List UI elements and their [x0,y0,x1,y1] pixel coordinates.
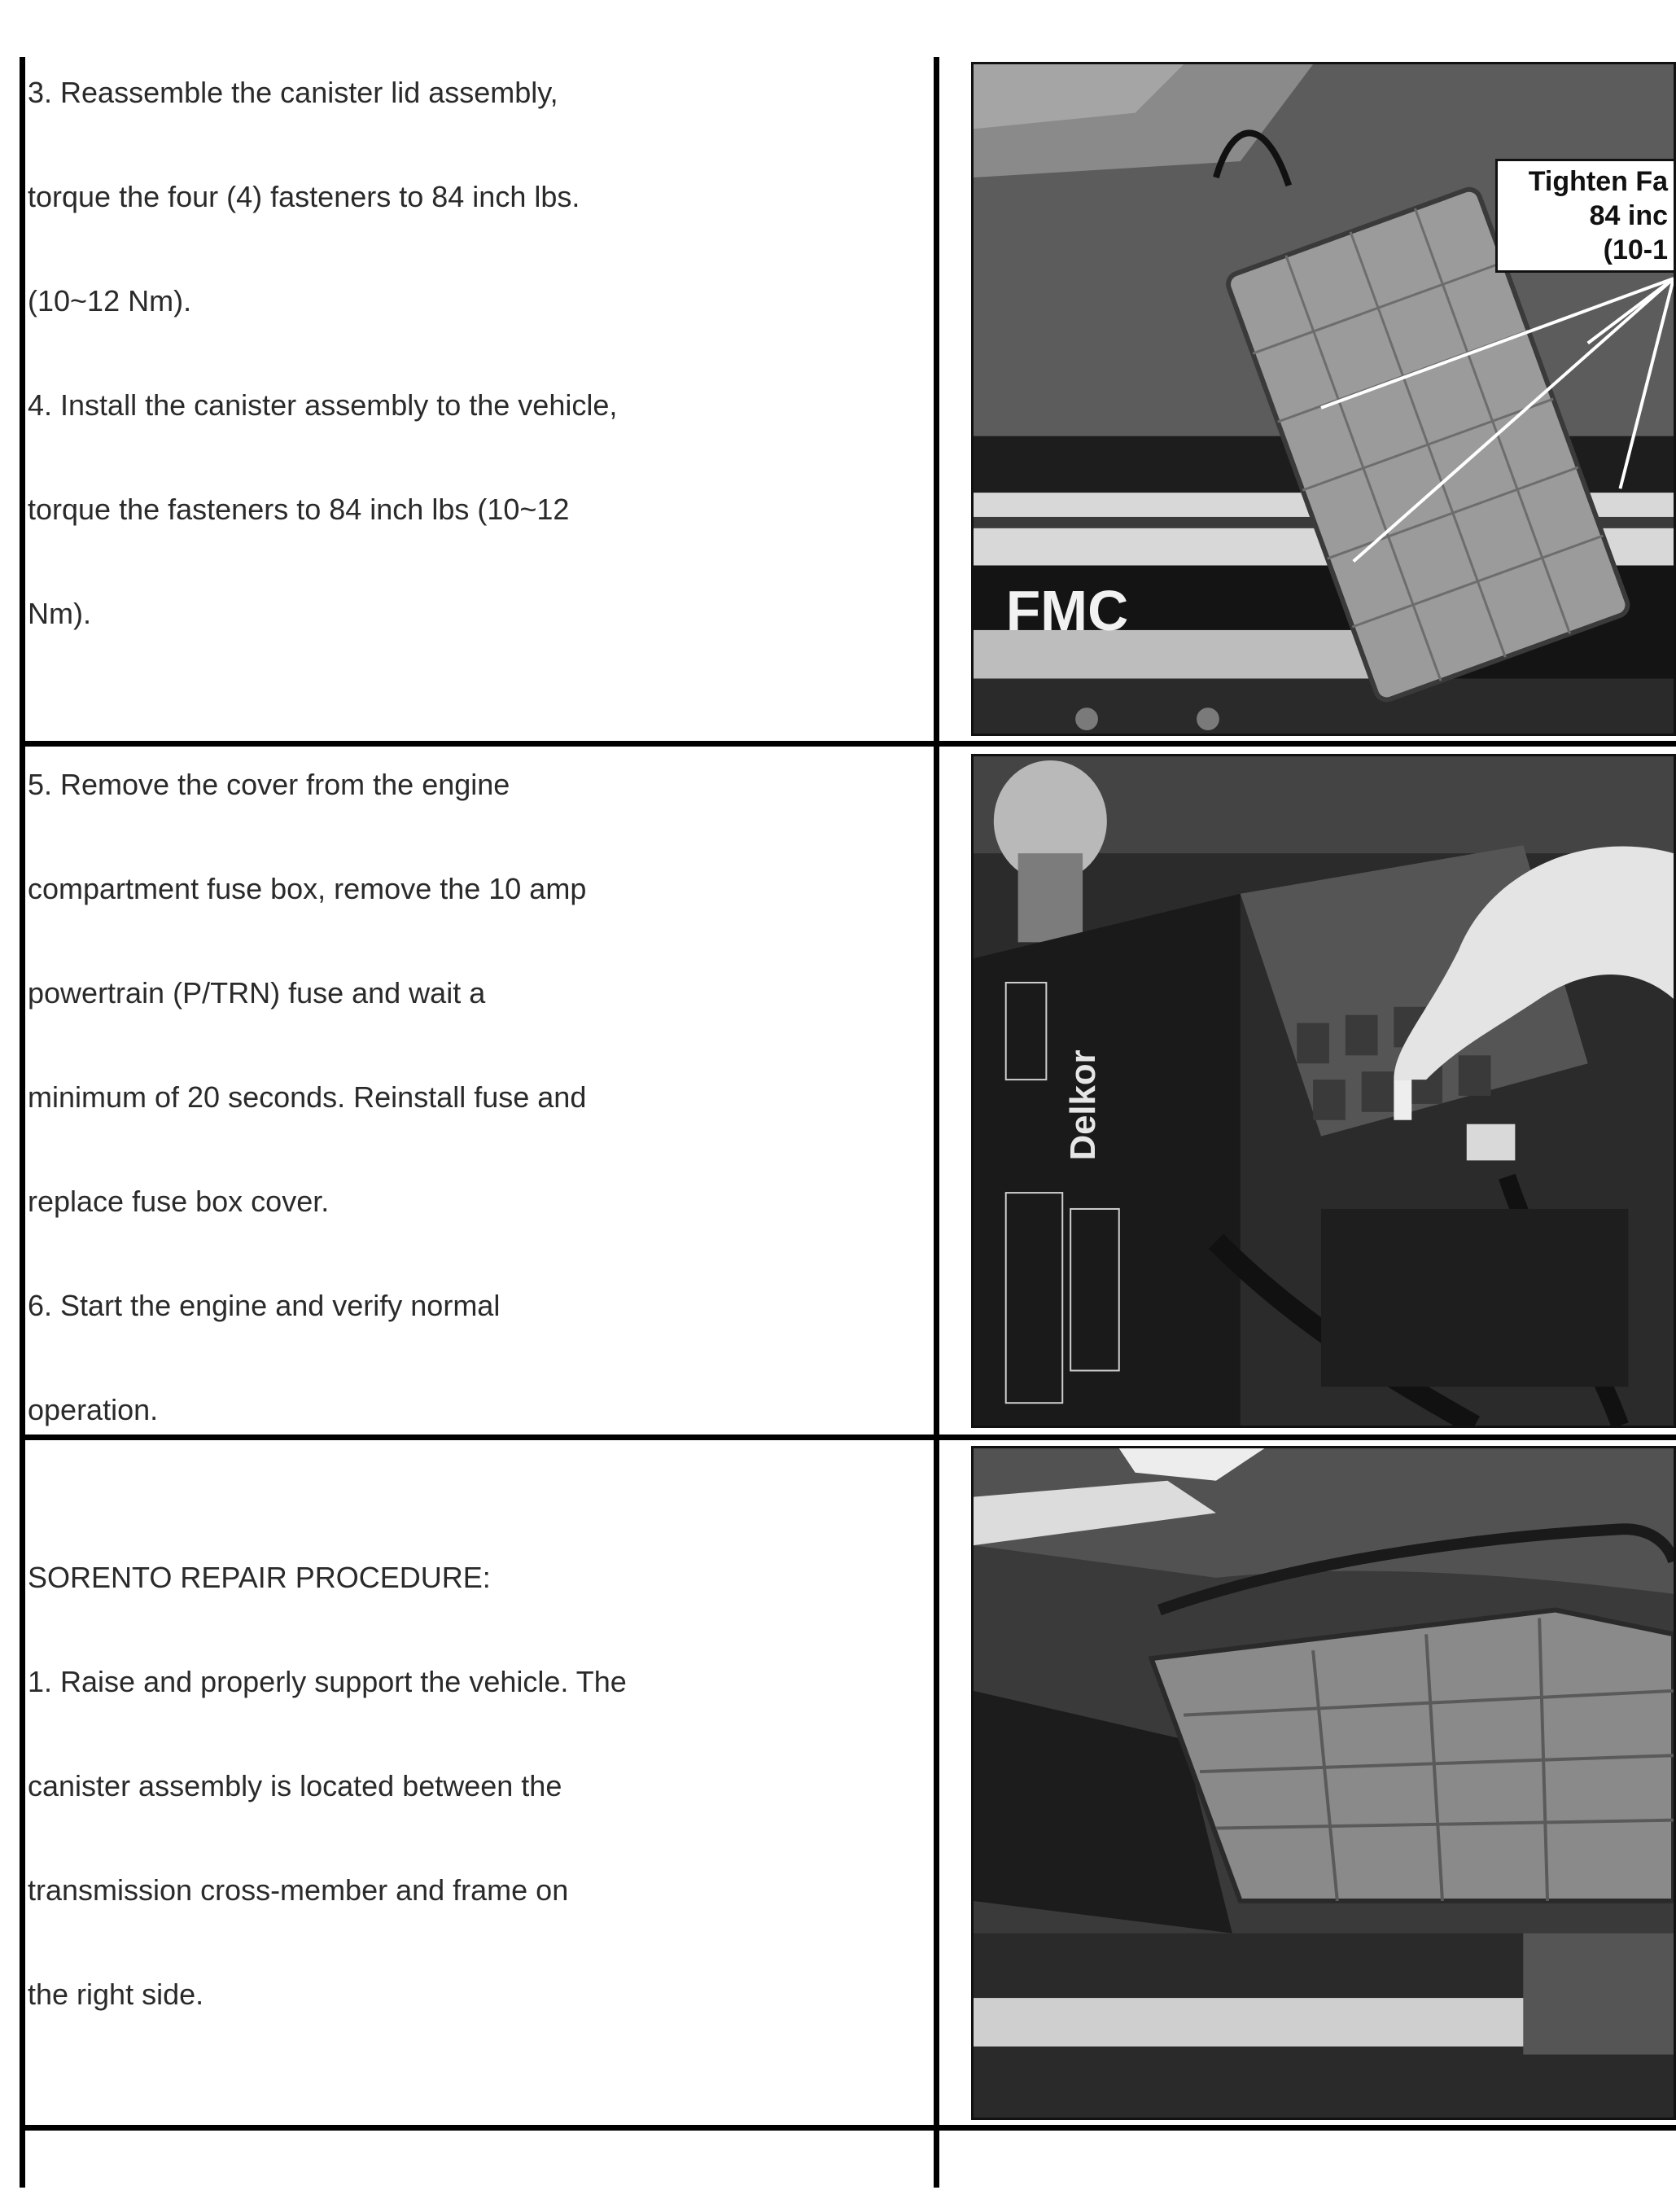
section2-line-4: minimum of 20 seconds. Reinstall fuse and [28,1080,587,1114]
section2-line-1: 5. Remove the cover from the engine [28,768,510,801]
canister-lid-photo [971,62,1676,736]
section1-line-4: 4. Install the canister assembly to the vehicle, [28,388,618,422]
section3-line-2: canister assembly is located between the [28,1769,562,1802]
callout-line-1: Tighten Fa [1528,166,1668,197]
canister-location-photo-image [974,1448,1674,2118]
fuse-box-photo [971,754,1676,1428]
table-left-border [20,57,25,2188]
section3-line-3: transmission cross-member and frame on [28,1873,569,1907]
section3-line-4: the right side. [28,1978,204,2011]
fmc-brand-text: FMC [1005,578,1129,642]
canister-location-photo [971,1446,1676,2120]
section1-line-3: (10~12 Nm). [28,284,192,318]
section2-line-3: powertrain (P/TRN) fuse and wait a [28,976,486,1010]
section1-line-2: torque the four (4) fasteners to 84 inch lbs. [28,180,580,213]
fuse-box-photo-image [974,756,1674,1426]
section2-line-7: operation. [28,1393,159,1426]
delkor-brand-text: Delkor [1062,1049,1103,1161]
section2-line-5: replace fuse box cover. [28,1185,330,1218]
tighten-fasteners-callout [1495,159,1676,273]
section2-text [28,733,907,1462]
section1-line-1: 3. Reassemble the canister lid assembly, [28,76,558,109]
section3-heading: SORENTO REPAIR PROCEDURE: [28,1561,491,1594]
section1-line-6: Nm). [28,597,91,630]
table-center-divider [934,57,939,2188]
section2-line-6: 6. Start the engine and verify normal [28,1289,501,1322]
section3-line-1: 1. Raise and properly support the vehicle. The [28,1665,627,1698]
section1-line-5: torque the fasteners to 84 inch lbs (10~12 [28,493,570,526]
section2-line-2: compartment fuse box, remove the 10 amp [28,872,587,905]
callout-line-2: 84 inc [1589,200,1668,231]
section1-text [28,41,907,666]
section3-text [28,1526,907,2047]
callout-line-3: (10-1 [1603,234,1668,265]
row-divider-3 [20,2125,1676,2131]
